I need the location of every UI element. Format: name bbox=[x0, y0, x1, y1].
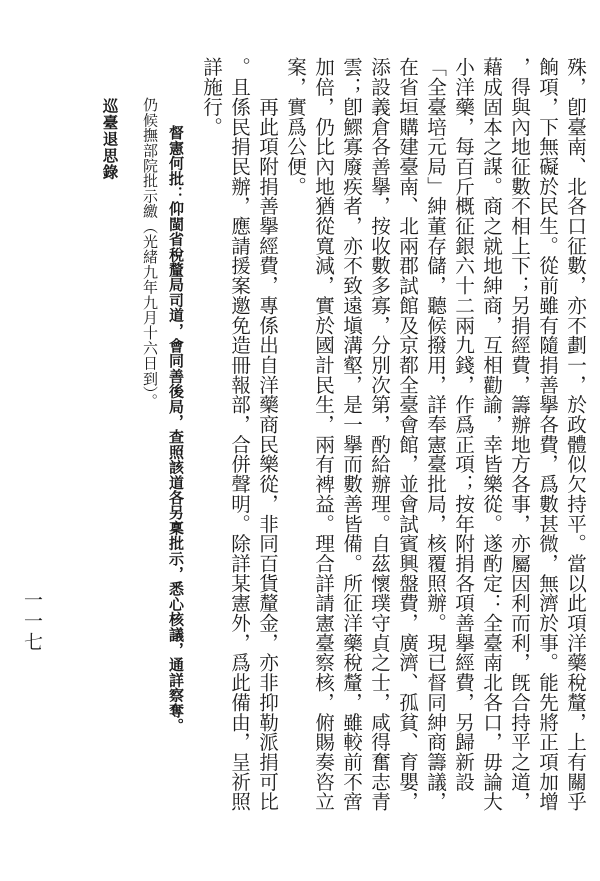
body-line-7: 在省垣購建臺南、北兩郡試館及京都全臺會館，並會試賓興盤費，廣濟、孤貧、育嬰， bbox=[395, 57, 419, 812]
body-line-12: 再此項附捐善擧經費，專係出自洋藥商民樂從，非同百貨釐金，亦非抑勒派捐可比 bbox=[255, 57, 279, 812]
body-line-8: 添設義倉各善擧，按收數多寡，分別次第，酌給辦理。自茲懷璞守貞之士，咸得奮志青 bbox=[367, 57, 391, 812]
body-line-3: ，得與內地征數不相上下；另捐經費，籌辦地方各事，亦屬因利而利，旣合持平之道， bbox=[507, 57, 531, 812]
body-line-14: 詳施行。 bbox=[199, 57, 223, 137]
body-line-9: 雲；卽鰥寡廢疾者，亦不致遠塡溝壑，是一擧而數善皆備。所征洋藥稅釐，雖較前不啻 bbox=[339, 57, 363, 812]
body-line-6: 「全臺培元局」紳董存儲，聽候撥用，詳奉憲臺批局，核覆照辦。現已督同紳商籌議， bbox=[423, 57, 447, 812]
body-line-10: 加倍，仍比內地猶從寬減，實於國計民生，兩有裨益。理合詳請憲臺察核，俯賜奏咨立 bbox=[311, 57, 335, 812]
page-number: 一一七 bbox=[21, 590, 43, 653]
body-line-5: 小洋藥，每百斤概征銀六十二兩九錢，作爲正項；按年附捐各項善擧經費，另歸新設 bbox=[451, 57, 475, 792]
body-line-13: 。且係民捐民辦，應請援案邀免造冊報部，合併聲明。除詳某憲外，爲此備由，呈祈照 bbox=[227, 57, 251, 812]
rescript-line-2: 仍候撫部院批示繳（光緒九年九月十六日到）。 bbox=[141, 97, 159, 409]
body-line-1: 殊，卽臺南、北各口征數，亦不劃一，於政體似欠持平。當以此項洋藥稅釐，上有關乎 bbox=[563, 57, 587, 812]
body-line-2: 餉項，下無礙於民生。從前雖有隨捐善擧各費，爲數甚微，無濟於事。能先將正項加增 bbox=[535, 57, 559, 812]
body-line-11: 案，實爲公便。 bbox=[283, 57, 307, 196]
body-line-4: 藉成固本之謀。商之就地紳商，互相勸諭，幸皆樂從。遂酌定：全臺南北各口，毋論大 bbox=[479, 57, 503, 812]
rescript-line-1: 督憲何批：仰閩省稅釐局司道，會同善後局，查照該道各另稟批示，悉心核議，通詳察奪。 bbox=[167, 125, 185, 733]
book-title: 巡臺退思錄 bbox=[100, 98, 120, 181]
